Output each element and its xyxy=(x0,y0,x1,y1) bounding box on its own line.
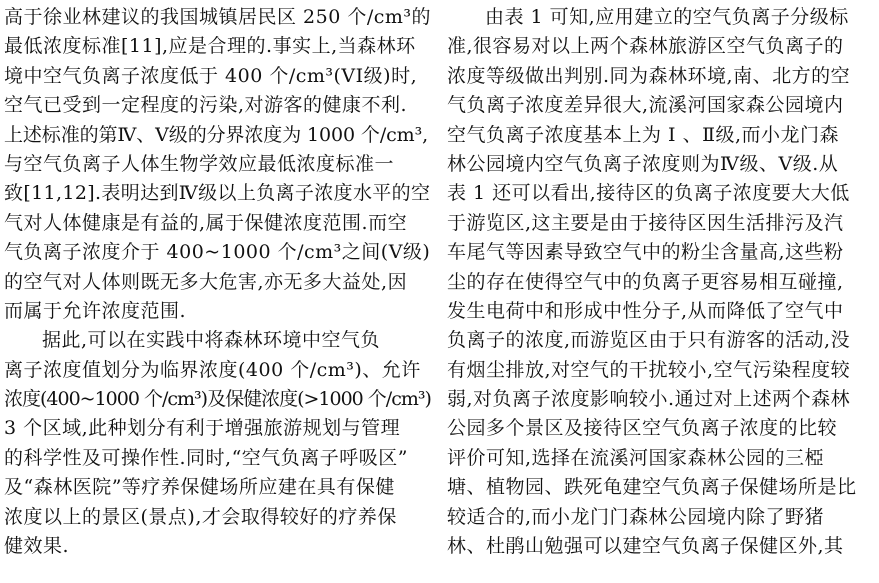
right-column-line-9: 车尾气等因素导致空气中的粉尘含量高,这些粉 xyxy=(447,241,844,264)
right-column-line-13: 有烟尘排放,对空气的干扰较小,空气污染程度较 xyxy=(447,358,851,381)
left-column-line-12: 据此,可以在实践中将森林环境中空气负 xyxy=(42,329,381,352)
left-column-line-16: 的科学性及可操作性.同时,“空气负离子呼吸区” xyxy=(4,446,409,469)
left-column-line-13: 离子浓度值划分为临界浓度(400 个/cm³)、允许 xyxy=(4,358,421,381)
right-column-line-8: 于游览区,这主要是由于接待区因生活排污及汽 xyxy=(447,211,844,234)
left-column-line-2: 最低浓度标准[11],应是合理的.事实上,当森林环 xyxy=(4,35,416,58)
right-column-line-7: 表 1 还可以看出,接待区的负离子浓度要大大低 xyxy=(447,182,850,205)
right-column-line-18: 较适合的,而小龙门门森林公园境内除了野猪 xyxy=(447,505,825,528)
right-column-line-19: 林、杜鹃山勉强可以建空气负离子保健区外,其 xyxy=(447,535,844,558)
left-column-line-6: 与空气负离子人体生物学效应最低浓度标准一 xyxy=(4,152,395,175)
right-column-line-17: 塘、植物园、跌死龟建空气负离子保健场所是比 xyxy=(447,476,857,499)
left-column-line-7: 致[11,12].表明达到Ⅳ级以上负离子浓度水平的空 xyxy=(4,182,431,205)
right-column-line-12: 负离子的浓度,而游览区由于只有游客的活动,没 xyxy=(447,329,851,352)
left-column-line-14: 浓度(400~1000 个/cm³)及保健浓度(>1000 个/cm³) xyxy=(4,388,431,411)
right-column-line-11: 发生电荷中和形成中性分子,从而降低了空气中 xyxy=(447,299,844,322)
left-column-line-5: 上述标准的第Ⅳ、Ⅴ级的分界浓度为 1000 个/cm³, xyxy=(4,123,429,146)
left-column-line-19: 健效果. xyxy=(4,535,70,558)
left-column-line-1: 高于徐业林建议的我国城镇居民区 250 个/cm³的 xyxy=(4,6,432,28)
right-column-line-6: 林公园境内空气负离子浓度则为Ⅳ级、Ⅴ级.从 xyxy=(447,152,839,175)
left-column-line-8: 气对人体健康是有益的,属于保健浓度范围.而空 xyxy=(4,211,408,234)
right-column-line-14: 弱,对负离子浓度影响较小.通过对上述两个森林 xyxy=(447,388,851,411)
right-column-line-4: 气负离子浓度差异很大,流溪河国家森公园境内 xyxy=(447,94,844,117)
left-column-line-15: 3 个区域,此种划分有利于增强旅游规划与管理 xyxy=(4,417,401,440)
right-column-line-10: 尘的存在使得空气中的负离子更容易相互碰撞, xyxy=(447,270,844,293)
left-column-line-3: 境中空气负离子浓度低于 400 个/cm³(VI级)时, xyxy=(4,64,418,87)
left-column-line-18: 浓度以上的景区(景点),才会取得较好的疗养保 xyxy=(4,505,397,528)
left-column-line-9: 气负离子浓度介于 400~1000 个/cm³之间(Ⅴ级) xyxy=(4,241,431,264)
left-column-line-17: 及“森林医院”等疗养保健场所应建在具有保健 xyxy=(4,476,395,499)
right-column-line-16: 评价可知,选择在流溪河国家森林公园的三椏 xyxy=(447,446,825,469)
left-column-line-11: 而属于允许浓度范围. xyxy=(4,299,187,322)
right-column-line-1: 由表 1 可知,应用建立的空气负离子分级标 xyxy=(485,6,849,28)
right-column-line-5: 空气负离子浓度基本上为 Ⅰ 、Ⅱ级,而小龙门森 xyxy=(447,123,840,146)
left-column-line-4: 空气已受到一定程度的污染,对游客的健康不利. xyxy=(4,94,408,117)
right-column-line-3: 浓度等级做出判别.同为森林环境,南、北方的空 xyxy=(447,64,851,87)
right-column-line-2: 准,很容易对以上两个森林旅游区空气负离子的 xyxy=(447,35,844,58)
right-text-column xyxy=(447,3,874,561)
left-column-line-10: 的空气对人体则既无多大危害,亦无多大益处,因 xyxy=(4,270,408,293)
right-column-line-15: 公园多个景区及接待区空气负离子浓度的比较 xyxy=(447,417,838,440)
left-text-column xyxy=(4,3,431,561)
